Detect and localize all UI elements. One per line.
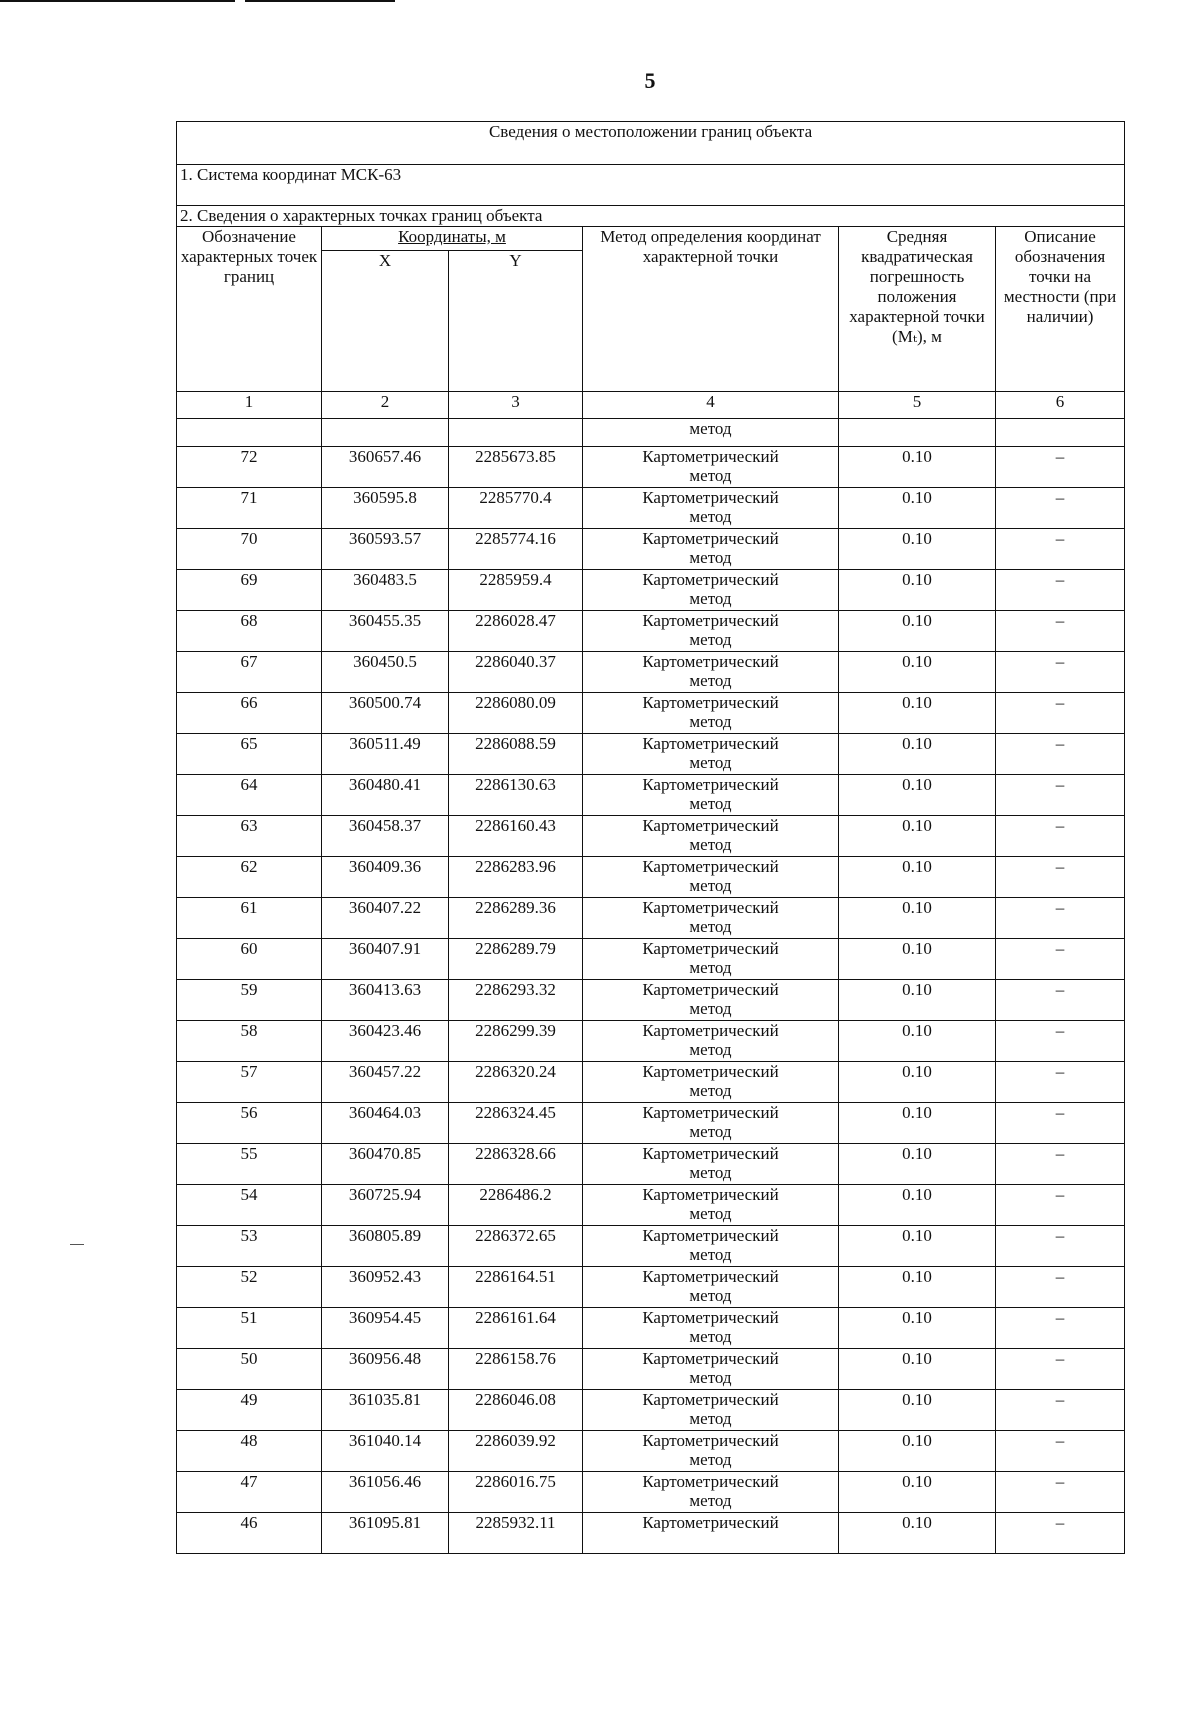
point-description: – — [996, 1062, 1125, 1103]
point-description: – — [996, 1021, 1125, 1062]
coord-x: 360407.91 — [322, 939, 449, 980]
method-cell — [583, 1144, 839, 1185]
method-cell — [583, 857, 839, 898]
method-cell — [583, 1267, 839, 1308]
table-row — [177, 1390, 1125, 1431]
method-line: Картометрический — [642, 775, 779, 794]
method-line: метод — [689, 958, 732, 977]
coord-x: 360455.35 — [322, 611, 449, 652]
point-number: 69 — [177, 570, 322, 611]
scan-margin-mark — [70, 1244, 84, 1245]
point-description: – — [996, 980, 1125, 1021]
method-line: Картометрический — [642, 1144, 779, 1163]
method-line: метод — [689, 1368, 732, 1387]
method-line: Картометрический — [642, 693, 779, 712]
col-number: 1 — [177, 392, 322, 419]
table-row — [177, 939, 1125, 980]
point-description: – — [996, 652, 1125, 693]
method-line: Картометрический — [642, 529, 779, 548]
coord-x: 360956.48 — [322, 1349, 449, 1390]
point-description: – — [996, 734, 1125, 775]
method-cell — [583, 1472, 839, 1513]
point-description: – — [996, 488, 1125, 529]
method-line: Картометрический — [642, 1226, 779, 1245]
col-number: 2 — [322, 392, 449, 419]
method-line: метод — [689, 630, 732, 649]
method-cell — [583, 611, 839, 652]
point-number: 50 — [177, 1349, 322, 1390]
error-value: 0.10 — [839, 529, 996, 570]
error-value: 0.10 — [839, 488, 996, 529]
col-number: 3 — [449, 392, 583, 419]
error-value: 0.10 — [839, 611, 996, 652]
coord-y: 2286046.08 — [449, 1390, 583, 1431]
method-line: Картометрический — [642, 1103, 779, 1122]
coord-y: 2286158.76 — [449, 1349, 583, 1390]
method-line: метод — [689, 1204, 732, 1223]
table-row — [177, 857, 1125, 898]
coord-x: 360725.94 — [322, 1185, 449, 1226]
coord-x: 360407.22 — [322, 898, 449, 939]
method-line: метод — [689, 1450, 732, 1469]
method-cell — [583, 1021, 839, 1062]
coord-x: 361035.81 — [322, 1390, 449, 1431]
error-value: 0.10 — [839, 816, 996, 857]
col-number: 6 — [996, 392, 1125, 419]
table-row — [177, 775, 1125, 816]
error-value: 0.10 — [839, 1185, 996, 1226]
method-line: Картометрический — [642, 1349, 779, 1368]
method-line: Картометрический — [642, 447, 779, 466]
point-number: 47 — [177, 1472, 322, 1513]
coord-y: 2286320.24 — [449, 1062, 583, 1103]
table-row — [177, 898, 1125, 939]
error-value: 0.10 — [839, 693, 996, 734]
point-description: – — [996, 1103, 1125, 1144]
header-method: Метод определения координат характерной точки — [583, 227, 839, 392]
header-coords: Координаты, м — [322, 227, 583, 251]
method-line: Картометрический — [642, 652, 779, 671]
method-line: Картометрический — [642, 611, 779, 630]
coord-x: 361095.81 — [322, 1513, 449, 1554]
scan-edge-line-right — [245, 0, 395, 2]
col-number: 4 — [583, 392, 839, 419]
table-row — [177, 447, 1125, 488]
method-line: метод — [689, 835, 732, 854]
table-row — [177, 1308, 1125, 1349]
error-value: 0.10 — [839, 939, 996, 980]
coord-x: 360413.63 — [322, 980, 449, 1021]
point-number: 66 — [177, 693, 322, 734]
point-description: – — [996, 1390, 1125, 1431]
method-line: метод — [689, 507, 732, 526]
point-number: 60 — [177, 939, 322, 980]
method-line: Картометрический — [642, 1472, 779, 1491]
method-cell — [583, 1431, 839, 1472]
table-row — [177, 1431, 1125, 1472]
point-description: – — [996, 611, 1125, 652]
coord-y: 2286040.37 — [449, 652, 583, 693]
table-row — [177, 1021, 1125, 1062]
error-value: 0.10 — [839, 1390, 996, 1431]
method-cell — [583, 980, 839, 1021]
method-line: Картометрический — [642, 816, 779, 835]
method-line: метод — [689, 466, 732, 485]
point-description: – — [996, 1267, 1125, 1308]
table-row — [177, 1267, 1125, 1308]
method-line: метод — [689, 917, 732, 936]
method-cell — [583, 816, 839, 857]
coord-x: 360805.89 — [322, 1226, 449, 1267]
coord-x: 360470.85 — [322, 1144, 449, 1185]
error-value: 0.10 — [839, 1062, 996, 1103]
table-row — [177, 488, 1125, 529]
method-line: метод — [689, 876, 732, 895]
method-cell — [583, 570, 839, 611]
coord-x: 360657.46 — [322, 447, 449, 488]
coord-y: 2286028.47 — [449, 611, 583, 652]
method-line: метод — [689, 753, 732, 772]
coord-x: 361040.14 — [322, 1431, 449, 1472]
method-cell — [583, 1062, 839, 1103]
point-number: 63 — [177, 816, 322, 857]
method-line: метод — [689, 671, 732, 690]
table-row — [177, 529, 1125, 570]
method-line: метод — [689, 589, 732, 608]
point-number: 46 — [177, 1513, 322, 1554]
coord-x: 360483.5 — [322, 570, 449, 611]
point-description: – — [996, 939, 1125, 980]
error-value: 0.10 — [839, 1431, 996, 1472]
scan-edge-line-left — [0, 0, 235, 2]
error-value: 0.10 — [839, 1103, 996, 1144]
point-number: 55 — [177, 1144, 322, 1185]
point-description: – — [996, 775, 1125, 816]
method-line: метод — [689, 1491, 732, 1510]
method-line: метод — [689, 1286, 732, 1305]
method-line: Картометрический — [642, 939, 779, 958]
table-row — [177, 816, 1125, 857]
point-number: 70 — [177, 529, 322, 570]
point-number: 61 — [177, 898, 322, 939]
point-number: 51 — [177, 1308, 322, 1349]
point-description: – — [996, 1431, 1125, 1472]
boundary-points-table — [176, 121, 1125, 1554]
error-value: 0.10 — [839, 775, 996, 816]
method-line: Картометрический — [642, 1267, 779, 1286]
coord-y: 2285932.11 — [449, 1513, 583, 1554]
point-number: 59 — [177, 980, 322, 1021]
coord-y: 2285770.4 — [449, 488, 583, 529]
method-cell — [583, 1185, 839, 1226]
error-value: 0.10 — [839, 980, 996, 1021]
method-line: метод — [689, 999, 732, 1018]
point-description: – — [996, 1226, 1125, 1267]
method-cell — [583, 1513, 839, 1554]
method-line: Картометрический — [642, 857, 779, 876]
table-row — [177, 1062, 1125, 1103]
point-number: 65 — [177, 734, 322, 775]
header-x: X — [322, 251, 449, 392]
coord-x: 361056.46 — [322, 1472, 449, 1513]
coord-y: 2286130.63 — [449, 775, 583, 816]
method-line: Картометрический — [642, 1021, 779, 1040]
table-row — [177, 611, 1125, 652]
coord-x: 360952.43 — [322, 1267, 449, 1308]
point-description: – — [996, 447, 1125, 488]
method-line: Картометрический — [642, 734, 779, 753]
table-row — [177, 1185, 1125, 1226]
method-cell — [583, 1226, 839, 1267]
coord-x: 360450.5 — [322, 652, 449, 693]
error-value: 0.10 — [839, 1349, 996, 1390]
point-description: – — [996, 816, 1125, 857]
coord-x: 360954.45 — [322, 1308, 449, 1349]
table-row — [177, 1226, 1125, 1267]
point-number: 72 — [177, 447, 322, 488]
method-cell — [583, 898, 839, 939]
coord-y: 2285673.85 — [449, 447, 583, 488]
table-row — [177, 980, 1125, 1021]
point-number: 67 — [177, 652, 322, 693]
error-value: 0.10 — [839, 857, 996, 898]
table-row — [177, 693, 1125, 734]
coord-y: 2286299.39 — [449, 1021, 583, 1062]
point-number: 57 — [177, 1062, 322, 1103]
coord-x: 360464.03 — [322, 1103, 449, 1144]
point-description: – — [996, 1513, 1125, 1554]
coord-x: 360457.22 — [322, 1062, 449, 1103]
method-cell — [583, 1103, 839, 1144]
method-line: метод — [689, 1040, 732, 1059]
method-cell — [583, 447, 839, 488]
method-cell — [583, 652, 839, 693]
section-title: 2. Сведения о характерных точках границ объекта — [177, 206, 1125, 227]
error-value: 0.10 — [839, 1144, 996, 1185]
method-cell — [583, 529, 839, 570]
coord-y: 2286016.75 — [449, 1472, 583, 1513]
coord-x: 360409.36 — [322, 857, 449, 898]
coord-x: 360423.46 — [322, 1021, 449, 1062]
table-row — [177, 1103, 1125, 1144]
table-row — [177, 652, 1125, 693]
method-line: метод — [689, 712, 732, 731]
coord-y: 2286160.43 — [449, 816, 583, 857]
point-description: – — [996, 1472, 1125, 1513]
coord-x: 360593.57 — [322, 529, 449, 570]
point-number: 53 — [177, 1226, 322, 1267]
point-description: – — [996, 529, 1125, 570]
point-number: 68 — [177, 611, 322, 652]
continuation-method: метод — [583, 419, 839, 447]
header-error: Средняя квадратическая погрешность положения характерной точки (Mₜ), м — [839, 227, 996, 392]
coord-y: 2285774.16 — [449, 529, 583, 570]
method-line: метод — [689, 1081, 732, 1100]
coord-x: 360511.49 — [322, 734, 449, 775]
method-line: Картометрический — [642, 1431, 779, 1450]
error-value: 0.10 — [839, 570, 996, 611]
method-cell — [583, 1349, 839, 1390]
error-value: 0.10 — [839, 1021, 996, 1062]
point-number: 48 — [177, 1431, 322, 1472]
error-value: 0.10 — [839, 447, 996, 488]
coord-y: 2286372.65 — [449, 1226, 583, 1267]
coord-y: 2286324.45 — [449, 1103, 583, 1144]
header-y: Y — [449, 251, 583, 392]
method-line: метод — [689, 794, 732, 813]
method-line: Картометрический — [642, 570, 779, 589]
error-value: 0.10 — [839, 652, 996, 693]
method-line: метод — [689, 548, 732, 567]
point-number: 58 — [177, 1021, 322, 1062]
point-description: – — [996, 1144, 1125, 1185]
coord-x: 360480.41 — [322, 775, 449, 816]
method-line: Картометрический — [642, 1513, 779, 1532]
coord-y: 2286161.64 — [449, 1308, 583, 1349]
error-value: 0.10 — [839, 1267, 996, 1308]
method-line: Картометрический — [642, 1390, 779, 1409]
point-number: 49 — [177, 1390, 322, 1431]
error-value: 0.10 — [839, 1513, 996, 1554]
error-value: 0.10 — [839, 1308, 996, 1349]
method-cell — [583, 734, 839, 775]
table-row — [177, 1472, 1125, 1513]
coord-x: 360500.74 — [322, 693, 449, 734]
coord-y: 2285959.4 — [449, 570, 583, 611]
point-description: – — [996, 693, 1125, 734]
table-row — [177, 1349, 1125, 1390]
point-number: 64 — [177, 775, 322, 816]
header-description: Описание обозначения точки на местности (при наличии) — [996, 227, 1125, 392]
table-row — [177, 1144, 1125, 1185]
point-description: – — [996, 1308, 1125, 1349]
error-value: 0.10 — [839, 734, 996, 775]
coord-y: 2286283.96 — [449, 857, 583, 898]
coord-y: 2286293.32 — [449, 980, 583, 1021]
table-row — [177, 570, 1125, 611]
point-description: – — [996, 857, 1125, 898]
coord-y: 2286088.59 — [449, 734, 583, 775]
method-line: метод — [689, 1327, 732, 1346]
coord-y: 2286164.51 — [449, 1267, 583, 1308]
point-description: – — [996, 898, 1125, 939]
table-row — [177, 1513, 1125, 1554]
coord-x: 360595.8 — [322, 488, 449, 529]
point-number: 71 — [177, 488, 322, 529]
page-number: 5 — [644, 68, 656, 93]
method-cell — [583, 1390, 839, 1431]
point-number: 62 — [177, 857, 322, 898]
method-cell — [583, 775, 839, 816]
method-cell — [583, 693, 839, 734]
method-line: Картометрический — [642, 980, 779, 999]
point-number: 56 — [177, 1103, 322, 1144]
header-designation: Обозначение характерных точек границ — [177, 227, 322, 392]
method-line: метод — [689, 1409, 732, 1428]
point-description: – — [996, 1185, 1125, 1226]
coord-y: 2286080.09 — [449, 693, 583, 734]
method-cell — [583, 1308, 839, 1349]
coord-x: 360458.37 — [322, 816, 449, 857]
point-number: 52 — [177, 1267, 322, 1308]
method-line: метод — [689, 1122, 732, 1141]
col-number: 5 — [839, 392, 996, 419]
coord-y: 2286039.92 — [449, 1431, 583, 1472]
point-number: 54 — [177, 1185, 322, 1226]
method-line: Картометрический — [642, 898, 779, 917]
coord-y: 2286289.36 — [449, 898, 583, 939]
method-line: Картометрический — [642, 1308, 779, 1327]
coord-y: 2286328.66 — [449, 1144, 583, 1185]
coordinate-system: 1. Система координат МСК-63 — [177, 165, 1125, 206]
method-line: Картометрический — [642, 488, 779, 507]
coord-y: 2286289.79 — [449, 939, 583, 980]
continuation-row — [177, 419, 1125, 447]
table-row — [177, 734, 1125, 775]
method-line: метод — [689, 1245, 732, 1264]
error-value: 0.10 — [839, 898, 996, 939]
method-cell — [583, 488, 839, 529]
method-line: Картометрический — [642, 1185, 779, 1204]
coord-y: 2286486.2 — [449, 1185, 583, 1226]
table-title: Сведения о местоположении границ объекта — [177, 122, 1125, 165]
method-cell — [583, 939, 839, 980]
method-line: Картометрический — [642, 1062, 779, 1081]
point-description: – — [996, 570, 1125, 611]
error-value: 0.10 — [839, 1472, 996, 1513]
error-value: 0.10 — [839, 1226, 996, 1267]
point-description: – — [996, 1349, 1125, 1390]
method-line: метод — [689, 1163, 732, 1182]
